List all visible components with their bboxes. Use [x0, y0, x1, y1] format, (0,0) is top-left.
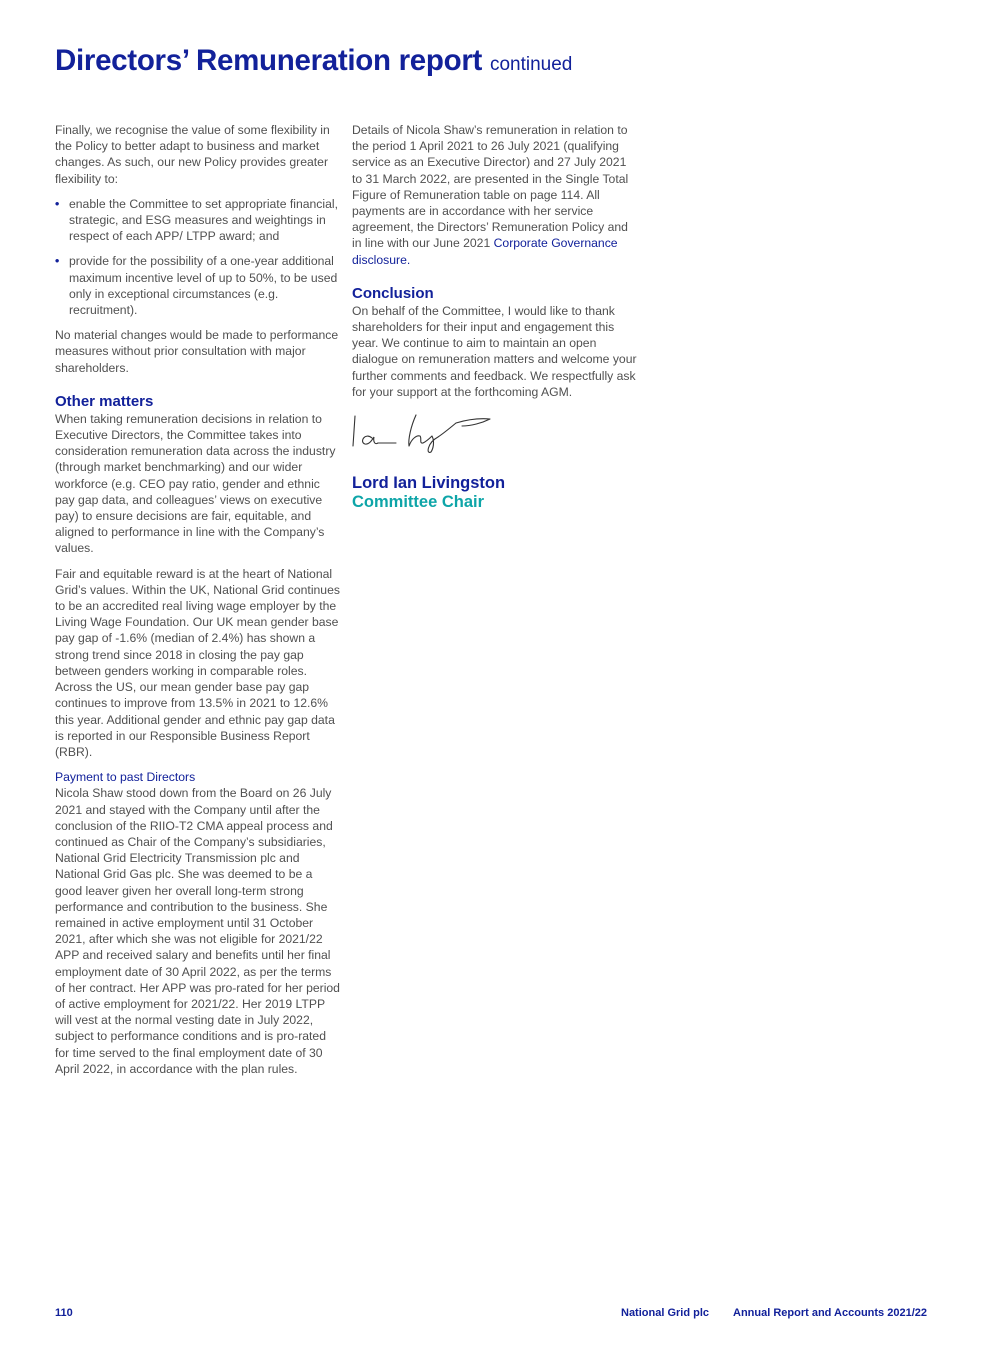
conclusion-paragraph: On behalf of the Committee, I would like to thank shareholders for their input and engagement this year. We continue to aim to maintain an open dialogue on remuneration matters and welcome your further comments and feedback. We respectfully ask for your support at the forthcoming AGM. — [352, 303, 637, 399]
corporate-governance-link[interactable]: Corporate Governance disclosure. — [352, 236, 618, 267]
left-column — [55, 122, 340, 1086]
signatory-title: Committee Chair — [352, 493, 485, 512]
list-item-text: provide for the possibility of a one-year additional maximum incentive level of up to 50%, to be used only in exceptional circumstances (e.g. recruitment). — [69, 254, 338, 318]
details-text: Details of Nicola Shaw’s remuneration in relation to the period 1 April 2021 to 26 July 2021 (qualifying service as an Executive Director) and 27 July 2021 to 31 March 2022, are presented in the Single Total Figure of Remuneration table on page 114. All payments are in accordance with her service agreement, the Directors’ Remuneration Policy and in line with our June 2021 — [352, 123, 629, 251]
title-continued: continued — [489, 54, 573, 75]
list-item — [55, 253, 340, 318]
bullet-icon: • — [55, 196, 60, 211]
intro-paragraph: Finally, we recognise the value of some flexibility in the Policy to better adapt to business and market changes. As such, our new Policy provides greater flexibility to: — [55, 123, 330, 186]
no-changes-paragraph: No material changes would be made to performance measures without prior consultation with major shareholders. — [55, 328, 339, 375]
footer-company: National Grid plc — [621, 1307, 710, 1319]
list-item-text: enable the Committee to set appropriate financial, strategic, and ESG measures and weightings in respect of each APP/ LTPP award; and — [69, 196, 338, 244]
conclusion-heading: Conclusion — [352, 284, 434, 302]
flexibility-list — [55, 196, 340, 318]
signature-image — [352, 412, 502, 454]
payment-past-directors-heading: Payment to past Directors — [55, 770, 196, 785]
footer-report-title: Annual Report and Accounts 2021/22 — [733, 1307, 927, 1319]
payment-past-directors-paragraph: Nicola Shaw stood down from the Board on 26 July 2021 and stayed with the Company until after the conclusion of the RIIO-T2 CMA appeal process and continued as Chair of the Company’s subsidiaries, National Grid Electricity Transmission plc and National Grid Gas plc. She was deemed to be a good leaver given her overall long-term strong performance and contribution to the business. She remained in active employment until 31 October 2021, after which she was not eligible for 2021/22 APP and received salary and benefits until her final employment date of 30 April 2022, as per the terms of her contract. Her APP was pro-rated for her period of active employment for 2021/22. Her 2019 LTPP will vest at the normal vesting date in July 2022, subject to performance conditions and is pro-rated for time served to the final employment date of 30 April 2022, in accordance with the plan rules. — [55, 786, 340, 1076]
title-main: Directors’ Remuneration report — [55, 44, 483, 77]
page-title — [55, 44, 572, 78]
other-matters-paragraph-1: When taking remuneration decisions in relation to Executive Directors, the Committee takes into consideration remuneration data across the industry (through market benchmarking) and our wider workforce (e.g. CEO pay ratio, gender and ethnic pay gap data, and colleagues’ views on executive pay) to ensure decisions are fair, equitable, and aligned to performance in line with the Company’s values. — [55, 411, 336, 556]
details-paragraph — [352, 122, 637, 268]
bullet-icon: • — [55, 254, 60, 269]
other-matters-heading: Other matters — [55, 392, 154, 410]
signatory-name: Lord Ian Livingston — [352, 474, 506, 493]
other-matters-paragraph-2: Fair and equitable reward is at the heart of National Grid’s values. Within the UK, National Grid continues to be an accredited real living wage employer by the Living Wage Foundation. Our UK mean gender base pay gap of -1.6% (median of 2.4%) has shown a strong trend since 2018 in closing the pay gap between genders working in comparable roles. Across the US, our mean gender base pay gap continues to improve from 13.5% in 2021 to 12.6% this year. Additional gender and ethnic pay gap data is reported in our Responsible Business Report (RBR). — [55, 566, 340, 759]
right-column — [352, 122, 637, 512]
footer-info — [621, 1307, 927, 1319]
list-item — [55, 196, 340, 245]
page-number: 110 — [55, 1307, 73, 1319]
